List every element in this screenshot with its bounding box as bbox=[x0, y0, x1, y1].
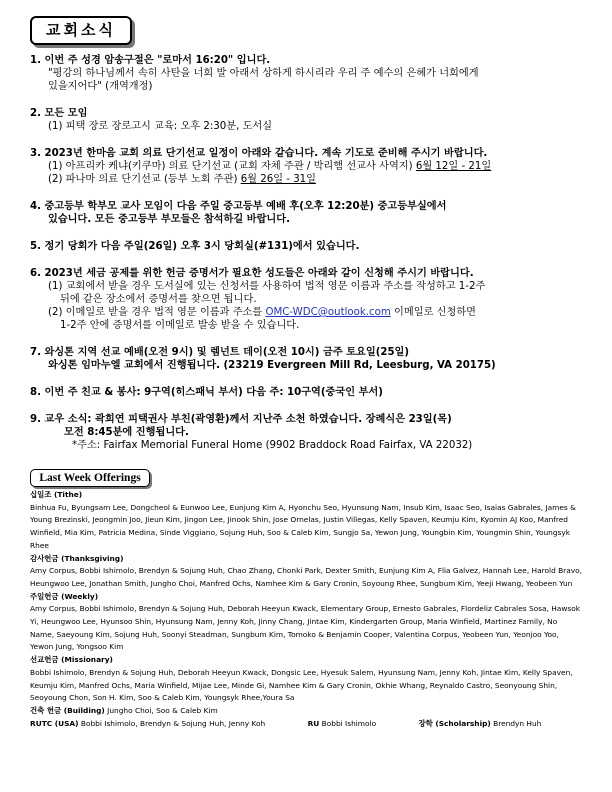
news-item-text: (2) 이메일로 받을 경우 법적 영문 이름과 주소를 bbox=[48, 307, 263, 318]
email-link[interactable]: OMC-WDC@outlook.com bbox=[265, 307, 391, 318]
offering-names: Binhua Fu, Byungsam Lee, Dongcheol & Eunwoo Lee, Eunjung Kim A, Hyonchu Seo, Hyunsung Nam, Insub Kim, Isaac Seo, Isaias Gabrales, James & Young Brezinski, Jeongmin Joo, Jieun Kim, Jingon Lee, Jinook Shin, Jose Ornelas, Justin Villegas, Kelly Spaven, Keumju Kim, Kyomin AJ Koo, Manfred Winfield, Mia Kim, Patricia Medina, Sinde Viggiano, Sojung Huh, Soo & Caleb Kim, Sungjo Sa, Yewon Jung, Youngbin Kim, Youngmin Shin, Youngsyk Rhee bbox=[30, 502, 576, 550]
news-item bbox=[30, 240, 590, 253]
news-item-line: "평강의 하나님께서 속히 사탄을 너희 발 아래서 상하게 하시리라 우리 주 예수의 은혜가 너희에게 bbox=[48, 68, 479, 79]
news-item-date: 6월 12일 - 21일 bbox=[415, 161, 492, 172]
offering-names: Bobbi Ishimolo, Brendyn & Sojung Huh, Deborah Heeyun Kwack, Dongsic Lee, Hyesuk Salem, Hyunsung Nam, Jenny Koh, Jintae Kim, Kelly Spaven, Keumju Kim, Manfred Ochs, Maria Winfield, Mijae Lee, Minde Gi, Namhee Kim & Gary Cronin, Okhie Whang, Reynaldo Castro, Seonyoung Shin, Seoyoung Chon, Son H. Kim, Soo & Caleb Kim, Youngsyk Rhee,Youra Sa bbox=[30, 667, 573, 703]
offerings-title: Last Week Offerings bbox=[30, 469, 150, 487]
news-item-heading: 3. 2023년 한마음 교회 의료 단기선교 일정이 아래와 같습니다. 계속 기도로 준비해 주시기 바랍니다. bbox=[30, 148, 488, 159]
offering-category-label: 십일조 (Tithe) bbox=[30, 490, 83, 499]
news-item bbox=[30, 107, 590, 133]
news-item bbox=[30, 147, 590, 186]
news-item bbox=[30, 54, 590, 93]
news-item bbox=[30, 267, 590, 332]
news-item-line: 와싱톤 임마누엘 교회에서 진행됩니다. (23219 Evergreen Mill Rd, Leesburg, VA 20175) bbox=[48, 360, 496, 371]
news-item-line: *주소: Fairfax Memorial Funeral Home (9902 Braddock Road Fairfax, VA 22032) bbox=[72, 440, 473, 451]
offering-category-label: 선교헌금 (Missionary) bbox=[30, 655, 113, 665]
news-item-heading: 5. 정기 당회가 다음 주일(26일) 오후 3시 당회실(#131)에서 있습니다. bbox=[30, 241, 360, 252]
news-item-heading: 1. 이번 주 성경 암송구절은 "로마서 16:20" 입니다. bbox=[30, 55, 271, 66]
news-item-heading: 2. 모든 모임 bbox=[30, 108, 88, 119]
offering-names: Jungho Choi, Soo & Caleb Kim bbox=[107, 705, 218, 715]
news-item-text: (1) 아프리카 케냐(키쿠마) 의료 단기선교 (교회 자체 주관 / 박리햄 선교사 사역지) bbox=[48, 161, 413, 172]
news-item bbox=[30, 200, 590, 226]
news-item-heading: 8. 이번 주 친교 & 봉사: 9구역(히스패닉 부서) 다음 주: 10구역(중국인 부서) bbox=[30, 387, 383, 398]
news-item-text: (2) 파나마 의료 단기선교 (등부 노회 주관) bbox=[48, 174, 238, 185]
news-item-line bbox=[30, 306, 590, 319]
news-item bbox=[30, 386, 590, 399]
news-item-line: 있습니다. 모든 중고등부 부모들은 참석하길 바랍니다. bbox=[48, 214, 290, 225]
offering-names: Bobbi Ishimolo, Brendyn & Sojung Huh, Jenny Koh bbox=[80, 718, 266, 728]
offering-category-label: 장학 (Scholarship) bbox=[418, 718, 491, 728]
news-item bbox=[30, 413, 590, 452]
offering-building-line bbox=[30, 705, 582, 718]
offerings-list bbox=[30, 489, 582, 730]
news-item-heading: 6. 2023년 세금 공제를 위한 헌금 증명서가 필요한 성도들은 아래와 같이 신청해 주시기 바랍니다. bbox=[30, 268, 474, 279]
offering-category-label: RUTC (USA) bbox=[30, 718, 79, 728]
offering-names: Brendyn Huh bbox=[493, 718, 542, 728]
news-item-line: (1) 교회에서 받을 경우 도서실에 있는 신청서를 사용하여 법적 영문 이름과 주소를 작성하고 1-2주 bbox=[48, 281, 486, 292]
news-list bbox=[30, 54, 590, 466]
offering-category-label: 건축 헌금 (Building) bbox=[30, 705, 105, 715]
offering-bottom-line bbox=[30, 718, 582, 731]
page-title: 교회소식 bbox=[30, 16, 132, 45]
news-item-line: (1) 피택 장로 장로고시 교육: 오후 2:30분, 도서실 bbox=[48, 121, 273, 132]
offering-category-label: RU bbox=[307, 718, 320, 728]
offering-category-label: 주일헌금 (Weekly) bbox=[30, 591, 99, 601]
offering-names: Bobbi Ishimolo bbox=[321, 718, 377, 728]
news-item-heading: 9. 교우 소식: 곽희연 피택권사 부친(곽영환)께서 지난주 소천 하였습니다. 장례식은 23일(목) bbox=[30, 414, 452, 425]
offering-category-label: 감사헌금 (Thanksgiving) bbox=[30, 553, 124, 563]
news-item-date: 6월 26일 - 31일 bbox=[240, 174, 317, 185]
news-item-line bbox=[30, 173, 590, 186]
news-item-line: 있을지어다" (개역개정) bbox=[48, 81, 153, 92]
news-item-line: 1-2주 안에 증명서를 이메일로 발송 받을 수 있습니다. bbox=[60, 320, 300, 331]
news-item-heading: 7. 와싱톤 지역 선교 예배(오전 9시) 및 렘넌트 데이(오전 10시) 금주 토요일(25일) bbox=[30, 347, 410, 358]
news-item-line bbox=[30, 160, 590, 173]
news-item-line: 뒤에 같은 장소에서 증명서를 찾으면 됩니다. bbox=[60, 294, 257, 305]
offering-names: Amy Corpus, Bobbi Ishimolo, Brendyn & Sojung Huh, Chao Zhang, Chonki Park, Dexter Smith, Eunjung Kim A, Flia Galvez, Hannah Lee, Harold Bravo, Heungwoo Lee, Jonathan Smith, Jungho Choi, Manfred Ochs, Namhee Kim & Gary Cronin, Soyoung Rhee, Sungbum Kim, Yeeji Hwang, Yeobeen Yun bbox=[30, 566, 582, 588]
news-item-text: 이메일로 신청하면 bbox=[394, 307, 476, 318]
news-item-line: 모전 8:45분에 진행됩니다. bbox=[64, 427, 189, 438]
news-item bbox=[30, 346, 590, 372]
offering-names: Amy Corpus, Bobbi Ishimolo, Brendyn & Sojung Huh, Deborah Heeyun Kwack, Elementary Group, Ernesto Gabrales, Flordeliz Cabrales Sosa, Hawsok Yi, Heungwoo Lee, Hyunsoo Shin, Hyunsung Nam, Jenny Koh, Jinny Chang, Jintae Kim, Kindergarten Group, Maria Winfield, Martinez Family, No Name, Saeyoung Kim, Sojung Huh, Soonyi Steadman, Sungbum Kim, Tomoko & Benjamin Cooper, Valentina Corpus, Yeobeen Yun, Yeonjoo Yoo, Yewon Jung, Yongsoo Kim bbox=[30, 604, 581, 652]
news-item-heading: 4. 중고등부 학부모 교사 모임이 다음 주일 중고등부 예배 후(오후 12:20분) 중고등부실에서 bbox=[30, 201, 447, 212]
